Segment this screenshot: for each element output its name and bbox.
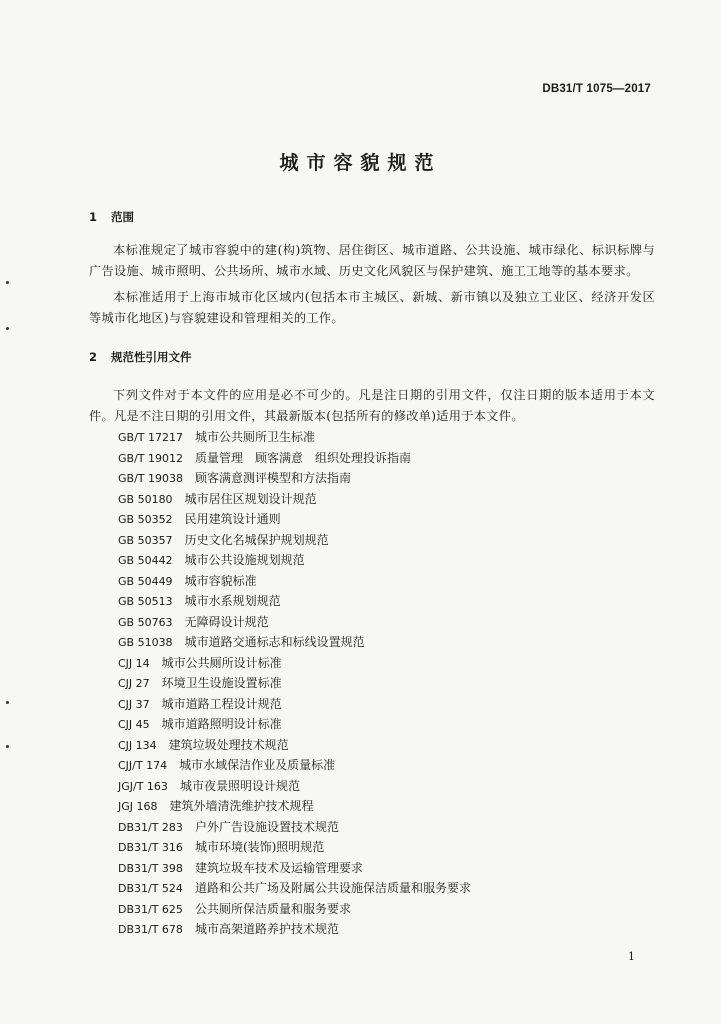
reference-title: 道路和公共广场及附属公共设施保洁质量和服务要求 xyxy=(194,881,471,895)
section-number: 2 xyxy=(89,350,98,364)
section-heading-normative-references xyxy=(89,349,192,365)
reference-code: CJJ 134 xyxy=(118,738,157,752)
reference-title: 城市道路照明设计标准 xyxy=(161,717,282,731)
reference-code: DB31/T 283 xyxy=(118,820,183,834)
reference-title: 公共厕所保洁质量和服务要求 xyxy=(194,901,351,916)
reference-item xyxy=(118,837,658,858)
reference-code: GB 50449 xyxy=(118,574,173,588)
reference-title: 城市水域保洁作业及质量标准 xyxy=(179,758,336,772)
reference-title: 建筑垃圾处理技术规范 xyxy=(168,737,289,752)
reference-item xyxy=(118,612,658,633)
paragraph: 下列文件对于本文件的应用是必不可少的。凡是注日期的引用文件，仅注日期的版本适用于本文件。凡是不注日期的引用文件，其最新版本(包括所有的修改单)适用于本文件。 xyxy=(89,388,655,423)
reference-item xyxy=(118,776,658,797)
reference-item xyxy=(118,899,658,920)
reference-code: DB31/T 625 xyxy=(118,902,183,916)
reference-item xyxy=(118,694,658,715)
reference-title: 城市环境(装饰)照明规范 xyxy=(194,840,325,854)
section-title: 规范性引用文件 xyxy=(111,350,192,364)
reference-code: CJJ 27 xyxy=(118,677,150,690)
reference-item xyxy=(118,858,658,879)
reference-title: 城市道路工程设计规范 xyxy=(161,696,282,711)
reference-item xyxy=(118,714,658,735)
reference-list xyxy=(118,427,658,940)
reference-item xyxy=(118,571,658,592)
reference-item xyxy=(118,489,658,510)
standard-code: DB31/T 1075—2017 xyxy=(542,83,651,95)
section-number: 1 xyxy=(89,210,98,224)
reference-item xyxy=(118,448,658,469)
scan-speck xyxy=(6,327,9,330)
scan-speck xyxy=(6,281,9,284)
reference-title: 城市公共厕所卫生标准 xyxy=(195,430,316,444)
reference-code: JGJ 168 xyxy=(118,800,158,813)
paragraph: 本标准适用于上海市城市化区域内(包括本市主城区、新城、新市镇以及独立工业区、经济开发区等城市化地区)与容貌建设和管理相关的工作。 xyxy=(89,290,655,325)
reference-item xyxy=(118,632,658,653)
reference-title: 质量管理 顾客满意 组织处理投诉指南 xyxy=(195,450,412,465)
reference-code: GB/T 19012 xyxy=(118,451,183,465)
reference-item xyxy=(118,919,658,940)
reference-item xyxy=(118,427,658,448)
reference-code: GB 50357 xyxy=(118,533,173,547)
reference-item xyxy=(118,550,658,571)
reference-item xyxy=(118,591,658,612)
reference-code: GB/T 19038 xyxy=(118,472,183,485)
reference-title: 城市高架道路养护技术规范 xyxy=(194,922,339,936)
reference-title: 建筑外墙清洗维护技术规程 xyxy=(169,799,314,813)
reference-item xyxy=(118,673,658,694)
reference-item xyxy=(118,653,658,674)
reference-title: 城市公共厕所设计标准 xyxy=(161,655,282,670)
reference-item xyxy=(118,509,658,530)
page-number: 1 xyxy=(628,950,635,963)
reference-title: 顾客满意测评模型和方法指南 xyxy=(195,471,352,485)
reference-code: GB 50180 xyxy=(118,492,173,506)
reference-title: 城市容貌标准 xyxy=(184,573,257,588)
reference-code: CJJ 45 xyxy=(118,718,150,731)
reference-code: GB 51038 xyxy=(118,636,173,649)
reference-title: 城市水系规划规范 xyxy=(184,594,281,608)
reference-code: GB 50763 xyxy=(118,615,173,629)
scan-speck xyxy=(6,701,9,704)
reference-title: 建筑垃圾车技术及运输管理要求 xyxy=(194,860,363,875)
reference-code: CJJ/T 174 xyxy=(118,759,168,772)
reference-item xyxy=(118,796,658,817)
reference-title: 民用建筑设计通则 xyxy=(184,512,281,526)
reference-item xyxy=(118,530,658,551)
scan-speck xyxy=(6,745,9,748)
reference-code: CJJ 37 xyxy=(118,697,150,711)
reference-item xyxy=(118,755,658,776)
reference-title: 城市公共设施规划规范 xyxy=(184,553,305,567)
reference-item xyxy=(118,735,658,756)
reference-code: CJJ 14 xyxy=(118,656,150,670)
reference-title: 城市道路交通标志和标线设置规范 xyxy=(184,635,365,649)
reference-title: 历史文化名城保护规划规范 xyxy=(184,532,329,547)
paragraph: 本标准规定了城市容貌中的建(构)筑物、居住街区、城市道路、公共设施、城市绿化、标识标牌与广告设施、城市照明、公共场所、城市水域、历史文化风貌区与保护建筑、施工工地等的基本要求。 xyxy=(89,243,655,278)
reference-title: 环境卫生设施设置标准 xyxy=(161,676,282,690)
reference-title: 无障碍设计规范 xyxy=(184,614,269,629)
reference-code: DB31/T 316 xyxy=(118,841,183,854)
reference-item xyxy=(118,878,658,899)
reference-code: GB/T 17217 xyxy=(118,431,183,444)
section-heading-scope xyxy=(89,209,134,225)
reference-item xyxy=(118,817,658,838)
reference-title: 城市夜景照明设计规范 xyxy=(179,778,300,793)
reference-title: 户外广告设施设置技术规范 xyxy=(194,819,339,834)
reference-code: DB31/T 678 xyxy=(118,923,183,936)
reference-code: DB31/T 524 xyxy=(118,882,183,895)
reference-code: JGJ/T 163 xyxy=(118,779,168,793)
reference-code: GB 50352 xyxy=(118,513,173,526)
page-title: 城市容貌规范 xyxy=(279,152,442,174)
reference-item xyxy=(118,468,658,489)
reference-title: 城市居住区规划设计规范 xyxy=(184,491,317,506)
section-title: 范围 xyxy=(111,210,134,224)
reference-code: GB 50442 xyxy=(118,554,173,567)
reference-code: GB 50513 xyxy=(118,595,173,608)
reference-code: DB31/T 398 xyxy=(118,861,183,875)
